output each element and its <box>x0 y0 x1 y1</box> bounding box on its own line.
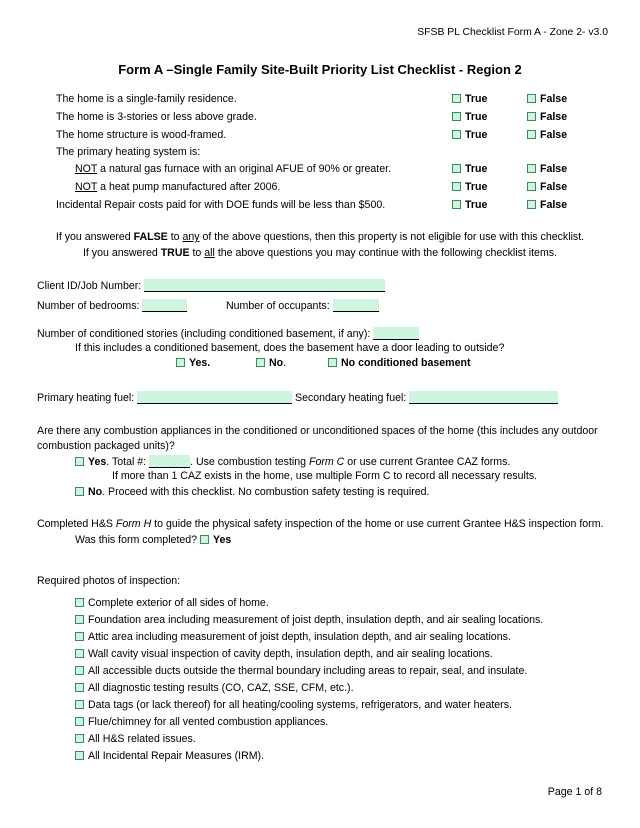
checkbox-icon[interactable] <box>75 717 84 726</box>
checkbox-icon[interactable] <box>527 112 536 121</box>
occupants-field[interactable] <box>333 299 379 312</box>
false-option[interactable]: False <box>527 93 567 105</box>
photo-item: Attic area including measurement of joist depth, insulation depth, and air sealing locations. <box>75 631 511 643</box>
combustion-total-field[interactable] <box>149 455 190 468</box>
primary-fuel-label: Primary heating fuel: <box>37 392 138 404</box>
client-id-field[interactable] <box>144 279 385 292</box>
checkbox-icon[interactable] <box>75 598 84 607</box>
false-option[interactable]: False <box>527 111 567 123</box>
true-option[interactable]: True <box>452 181 487 193</box>
not-prefix: NOT <box>75 181 98 193</box>
bedrooms-field[interactable] <box>142 299 187 312</box>
checkbox-icon[interactable] <box>75 751 84 760</box>
page-number: Page 1 of 8 <box>547 786 602 798</box>
bedrooms-row <box>37 299 187 312</box>
combustion-no-row: No. Proceed with this checklist. No combustion safety testing is required. <box>75 486 430 498</box>
photo-item: All Incidental Repair Measures (IRM). <box>75 750 264 762</box>
photo-item: Foundation area including measurement of joist depth, insulation depth, and air sealing locations. <box>75 614 543 626</box>
eligibility-item-text: a natural gas furnace with an original AFUE of 90% or greater. <box>97 163 392 175</box>
client-id-row <box>37 279 385 292</box>
true-option[interactable]: True <box>452 129 487 141</box>
combustion-yes-label: Yes <box>88 456 107 468</box>
primary-fuel-row <box>37 391 292 404</box>
checkbox-icon[interactable] <box>452 164 461 173</box>
checkbox-icon[interactable] <box>75 487 84 496</box>
eligibility-item: The home structure is wood-framed. <box>56 129 227 141</box>
eligibility-item: The primary heating system is: <box>56 146 201 158</box>
photo-item: Wall cavity visual inspection of cavity depth, insulation depth, and air sealing locations. <box>75 648 493 660</box>
checkbox-icon[interactable] <box>527 182 536 191</box>
bedrooms-label: Number of bedrooms: <box>37 300 143 312</box>
hs-statement: Completed H&S Form H to guide the physical safety inspection of the home or use current Grantee H&S inspection form. <box>37 518 604 530</box>
false-option[interactable]: False <box>527 163 567 175</box>
combustion-yes-row: Yes. Total #: . Use combustion testing Form C or use current Grantee CAZ forms. <box>75 455 510 468</box>
photo-item: All diagnostic testing results (CO, CAZ, SSE, CFM, etc.). <box>75 682 354 694</box>
true-option[interactable]: True <box>452 93 487 105</box>
combustion-no-label: No <box>88 486 103 498</box>
client-id-label: Client ID/Job Number: <box>37 280 145 292</box>
true-option[interactable]: True <box>452 111 487 123</box>
stories-row <box>37 327 419 340</box>
checkbox-icon[interactable] <box>75 666 84 675</box>
eligibility-item: The home is 3-stories or less above grade. <box>56 111 257 123</box>
checkbox-icon[interactable] <box>527 94 536 103</box>
form-id-header: SFSB PL Checklist Form A - Zone 2- v3.0 <box>417 27 608 38</box>
checkbox-icon[interactable] <box>527 164 536 173</box>
eligibility-notice-true: If you answered TRUE to all the above questions you may continue with the following checklist items. <box>82 247 558 259</box>
checkbox-icon[interactable] <box>527 200 536 209</box>
hs-yes-label: Yes <box>213 534 232 546</box>
secondary-fuel-field[interactable] <box>409 391 558 404</box>
photo-item: Data tags (or lack thereof) for all heating/cooling systems, refrigerators, and water heaters. <box>75 699 512 711</box>
checkbox-icon[interactable] <box>75 683 84 692</box>
false-option[interactable]: False <box>527 199 567 211</box>
checkbox-icon[interactable] <box>75 700 84 709</box>
false-option[interactable]: False <box>527 129 567 141</box>
true-option[interactable]: True <box>452 163 487 175</box>
checkbox-icon[interactable] <box>75 649 84 658</box>
basement-none-option[interactable]: No conditioned basement <box>328 357 471 369</box>
checkbox-icon[interactable] <box>452 130 461 139</box>
checkbox-icon[interactable] <box>75 632 84 641</box>
checkbox-icon[interactable] <box>452 112 461 121</box>
checkbox-icon[interactable] <box>452 200 461 209</box>
secondary-fuel-row <box>295 391 558 404</box>
stories-field[interactable] <box>373 327 419 340</box>
eligibility-item <box>75 163 391 175</box>
occupants-label: Number of occupants: <box>226 300 333 312</box>
true-option[interactable]: True <box>452 199 487 211</box>
basement-question: If this includes a conditioned basement, does the basement have a door leading to outside? <box>75 342 505 354</box>
eligibility-item: The home is a single-family residence. <box>56 93 237 105</box>
hs-question: Was this form completed? <box>75 534 201 546</box>
hs-question-row <box>75 534 231 546</box>
occupants-row <box>226 299 379 312</box>
combustion-question-cont: combustion packaged units)? <box>37 440 175 452</box>
checkbox-icon[interactable] <box>75 734 84 743</box>
photo-item: All accessible ducts outside the thermal boundary including areas to repair, seal, and insulate. <box>75 665 527 677</box>
combustion-yes-note: If more than 1 CAZ exists in the home, use multiple Form C to record all necessary results. <box>112 470 538 482</box>
checkbox-icon[interactable] <box>452 182 461 191</box>
not-prefix: NOT <box>75 163 98 175</box>
photo-item: All H&S related issues. <box>75 733 196 745</box>
secondary-fuel-label: Secondary heating fuel: <box>295 392 410 404</box>
eligibility-item <box>75 181 280 193</box>
checkbox-icon[interactable] <box>256 358 265 367</box>
basement-yes-option[interactable]: Yes. <box>176 357 210 369</box>
checkbox-icon[interactable] <box>176 358 185 367</box>
checkbox-icon[interactable] <box>328 358 337 367</box>
eligibility-notice-false: If you answered FALSE to any of the above questions, then this property is not eligible for use with this checklist. <box>55 231 585 243</box>
checkbox-icon[interactable] <box>527 130 536 139</box>
primary-fuel-field[interactable] <box>137 391 292 404</box>
basement-no-option[interactable]: No. <box>256 357 286 369</box>
photo-item: Flue/chimney for all vented combustion appliances. <box>75 716 328 728</box>
checkbox-icon[interactable] <box>200 535 209 544</box>
stories-label: Number of conditioned stories (including conditioned basement, if any): <box>37 328 374 340</box>
checkbox-icon[interactable] <box>452 94 461 103</box>
photos-heading: Required photos of inspection: <box>37 575 181 587</box>
photo-item: Complete exterior of all sides of home. <box>75 597 269 609</box>
checkbox-icon[interactable] <box>75 615 84 624</box>
eligibility-item: Incidental Repair costs paid for with DOE funds will be less than $500. <box>56 199 386 211</box>
checkbox-icon[interactable] <box>75 457 84 466</box>
combustion-question: Are there any combustion appliances in the conditioned or unconditioned spaces of the home (this includes any outdoor <box>37 425 598 437</box>
false-option[interactable]: False <box>527 181 567 193</box>
page-title: Form A –Single Family Site-Built Priority List Checklist - Region 2 <box>118 62 522 77</box>
eligibility-item-text: a heat pump manufactured after 2006. <box>97 181 281 193</box>
